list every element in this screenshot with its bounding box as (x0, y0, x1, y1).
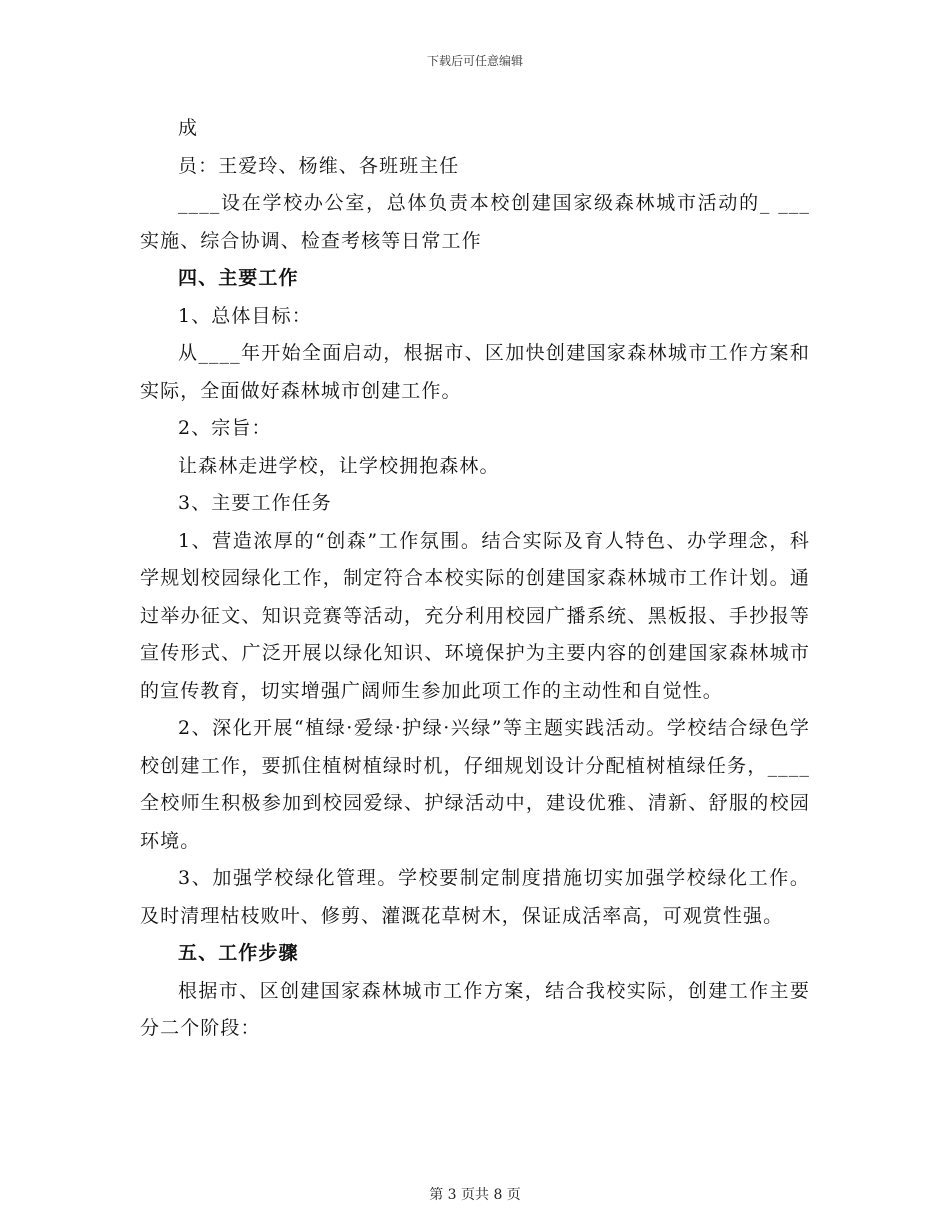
document-body (140, 110, 810, 1048)
page-header: 下载后可任意编辑 (426, 54, 523, 68)
paragraph-members: 员：王爱玲、杨维、各班班主任 (178, 154, 460, 177)
paragraph-member-prefix: 成 (178, 117, 199, 139)
section-heading-main-work: 四、主要工作 (178, 267, 299, 289)
subheading-purpose: 2、宗旨： (178, 417, 272, 439)
paragraph-task-3: 3、加强学校绿化管理。学校要制定制度措施切实加强学校绿化工作。及时清理枯枝败叶、修剪、灌溉花草树木，保证成活率高，可观赏性强。 (140, 867, 810, 927)
paragraph-task-2: 2、深化开展“植绿·爱绿·护绿·兴绿”等主题实践活动。学校结合绿色学校创建工作，要抓住植树植绿时机，仔细规划设计分配植树植绿任务，____全校师生积极参加到校园爱绿、护绿活动中，建设优雅、清新、舒服的校园环境。 (140, 717, 810, 852)
subheading-main-tasks: 3、主要工作任务 (178, 492, 332, 514)
paragraph-overall-goal: 从____年开始全面启动，根据市、区加快创建国家森林城市工作方案和实际，全面做好森林城市创建工作。 (140, 342, 810, 402)
page-footer: 第 3 页共 8 页 (429, 1187, 521, 1203)
subheading-overall-goal: 1、总体目标： (178, 304, 312, 327)
paragraph-work-steps: 根据市、区创建国家森林城市工作方案，结合我校实际，创建工作主要分二个阶段： (140, 979, 810, 1039)
paragraph-office: ____设在学校办公室，总体负责本校创建国家级森林城市活动的_ ___实施、综合协调、检查考核等日常工作 (140, 192, 810, 252)
section-heading-work-steps: 五、工作步骤 (178, 942, 299, 964)
paragraph-task-1: 1、营造浓厚的“创森”工作氛围。结合实际及育人特色、办学理念，科学规划校园绿化工作，制定符合本校实际的创建国家森林城市工作计划。通过举办征文、知识竞赛等活动，充分利用校园广播系统、黑板报、手抄报等宣传形式、广泛开展以绿化知识、环境保护为主要内容的创建国家森林城市的宣传教育，切实增强广阔师生参加此项工作的主动性和自觉性。 (140, 529, 810, 702)
paragraph-purpose: 让森林走进学校，让学校拥抱森林。 (178, 454, 500, 477)
